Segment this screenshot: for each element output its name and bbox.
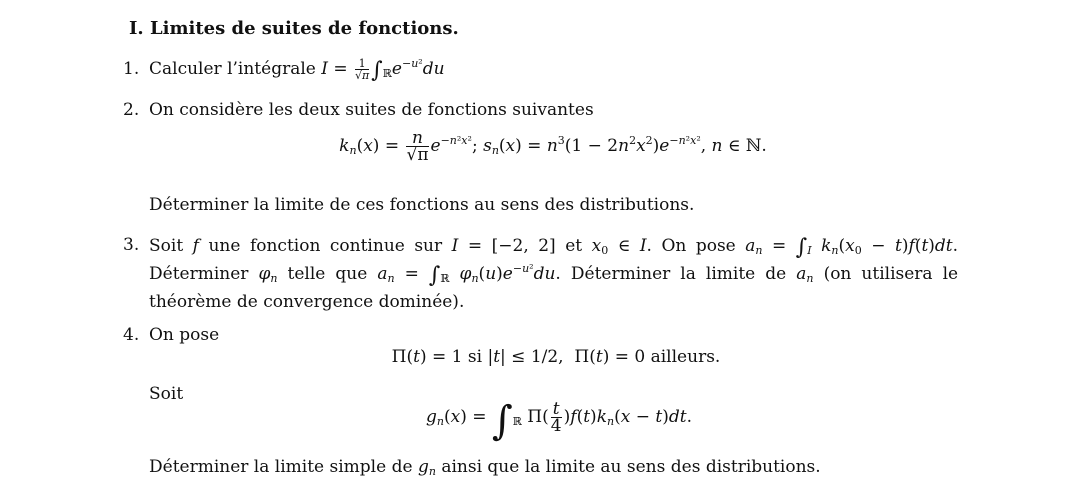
integral-formula: I = $\frac{1}{√\pi}$ $\int_ℝe^{-u^2}du$ xyxy=(321,57,445,83)
equation-kn-sn: $k_n(x)$ = $\frac{n}{√\pi}$ $e^{-n^2x^2}$; $s_n(x) = n^3(1 - 2n^2x^2)e^{-n^2x^2}$, n ∈ ℕ. xyxy=(339,128,767,165)
item-text: Soit xyxy=(149,384,184,404)
item-number: 3. xyxy=(123,235,140,255)
item-2 xyxy=(123,98,958,124)
section-title: I. Limites de suites de fonctions. xyxy=(129,18,459,39)
item-text: et xyxy=(565,236,583,256)
item-text: Déterminer la limite de ces fonctions au sens des distributions. xyxy=(149,195,695,215)
equation-pi: Π(t) = 1 si |t| ≤ 1/2, Π(t) = 0 ailleurs. xyxy=(391,347,721,367)
item-text: ainsi que la limite au sens des distributions. xyxy=(441,457,821,477)
equation-gn: $g_n(x) = \int_ℝ$ Π( $\frac{t}{4}$ )$f(t)k_n(x - t)dt$. xyxy=(426,398,692,444)
item-text: On pose xyxy=(661,236,736,256)
item-text: si xyxy=(467,347,483,367)
item-body: Déterminer la limite simple de $g_n$ ainsi que la limite au sens des distributions. xyxy=(149,457,821,478)
item-text: ailleurs. xyxy=(650,347,721,367)
item-number: 2. xyxy=(123,100,140,120)
item-body: Soit f une fonction continue sur I = [−2, 2] et $x_0$ ∈ I. On pose $a_n = \int_I$ $k_n(x_0 - t)f(t)dt$. Déterminer $\varphi_n$ telle que $a_n = \int_ℝ$ $\varphi_n(u)e^{-u^2}du$. Déterminer la limite de $a_n$ (on utilisera le théorème de convergence dominée). xyxy=(149,235,959,312)
item-4-conclusion xyxy=(123,455,958,479)
item-text: Soit xyxy=(149,236,184,256)
item-text: Calculer l’intégrale xyxy=(149,59,316,79)
item-text: telle que xyxy=(287,264,368,284)
item-text: une fonction continue sur xyxy=(208,236,443,256)
item-body xyxy=(149,57,958,83)
item-number: 1. xyxy=(123,59,140,79)
item-text: Déterminer xyxy=(149,264,249,284)
item-4 xyxy=(123,323,958,349)
item-2-conclusion xyxy=(123,193,958,219)
item-number: 4. xyxy=(123,325,140,345)
item-text: On considère les deux suites de fonctions suivantes xyxy=(149,100,594,120)
item-text: Déterminer la limite simple de xyxy=(149,457,413,477)
item-1 xyxy=(123,57,958,87)
item-3 xyxy=(123,233,958,313)
item-text: Déterminer la limite de xyxy=(570,264,787,284)
item-text: On pose xyxy=(149,325,220,345)
item-text: (on utilisera le théorème de convergence dominée). xyxy=(149,264,959,312)
